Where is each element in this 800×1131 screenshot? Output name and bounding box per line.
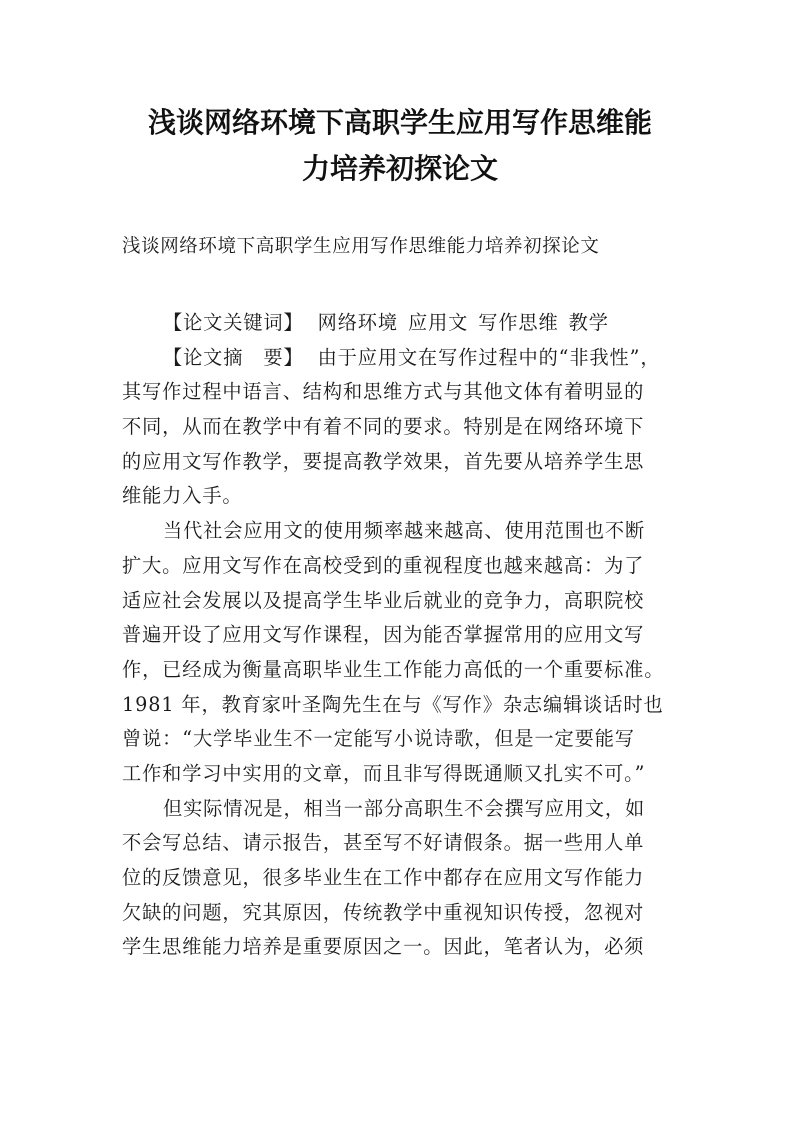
keyword-item: 网络环境 [317, 311, 398, 334]
paragraph-line: 位的反馈意见，很多毕业生在工作中都存在应用文写作能力 [122, 866, 645, 889]
paragraph-line: 作，已经成为衡量高职毕业生工作能力高低的一个重要标准。 [122, 657, 665, 681]
abstract-paragraph [122, 341, 682, 514]
paragraph-line: 不会写总结、请示报告，甚至写不好请假条。据一些用人单 [122, 831, 645, 855]
document-title [100, 100, 700, 192]
abstract-label: 【论文摘 要】 [163, 345, 304, 369]
title-line-1: 浅谈网络环境下高职学生应用写作思维能 [147, 106, 652, 139]
keywords-label: 【论文关键词】 [163, 311, 304, 334]
keywords-line [122, 306, 682, 341]
abstract-line: 维能力入手。 [122, 484, 243, 508]
keyword-item: 写作思维 [478, 311, 559, 334]
abstract-line: 的应用文写作教学，要提高教学效果，首先要从培养学生思 [122, 449, 645, 473]
paragraph-line: 适应社会发展以及提高学生毕业后就业的竞争力，高职院校 [122, 588, 645, 612]
paragraph-line: 学生思维能力培养是重要原因之一。因此，笔者认为，必须 [122, 935, 645, 959]
abstract-line: 不同，从而在教学中有着不同的要求。特别是在网络环境下 [122, 415, 645, 439]
paragraph-line: 当代社会应用文的使用频率越来越高、使用范围也不断 [163, 519, 646, 543]
abstract-line [122, 341, 682, 376]
title-line-2: 力培养初探论文 [301, 152, 498, 185]
document-body [122, 306, 682, 965]
paragraph-line: 扩大。应用文写作在高校受到的重视程度也越来越高：为了 [122, 553, 645, 577]
paragraph-line: 欠缺的问题，究其原因，传统教学中重视知识传授，忽视对 [122, 900, 645, 924]
body-paragraph [122, 514, 682, 792]
paragraph-line: 普遍开设了应用文写作课程，因为能否掌握常用的应用文写 [122, 623, 645, 647]
document-subtitle: 浅谈网络环境下高职学生应用写作思维能力培养初探论文 [122, 236, 600, 257]
paragraph-line: 1981 年，教育家叶圣陶先生在与《写作》杂志编辑谈话时也 [122, 692, 664, 716]
body-paragraph [122, 792, 682, 965]
abstract-text: 由于应用文在写作过程中的“非我性”， [317, 345, 661, 369]
paragraph-line: 但实际情况是，相当一部分高职生不会撰写应用文，如 [163, 796, 646, 820]
keyword-item: 应用文 [407, 311, 469, 334]
paragraph-line: 工作和学习中实用的文章，而且非写得既通顺又扎实不可。” [122, 761, 646, 785]
paragraph-line: 曾说：“大学毕业生不一定能写小说诗歌，但是一定要能写 [122, 727, 635, 751]
abstract-line: 其写作过程中语言、结构和思维方式与其他文体有着明显的 [122, 380, 645, 404]
keyword-item: 教学 [568, 311, 609, 334]
